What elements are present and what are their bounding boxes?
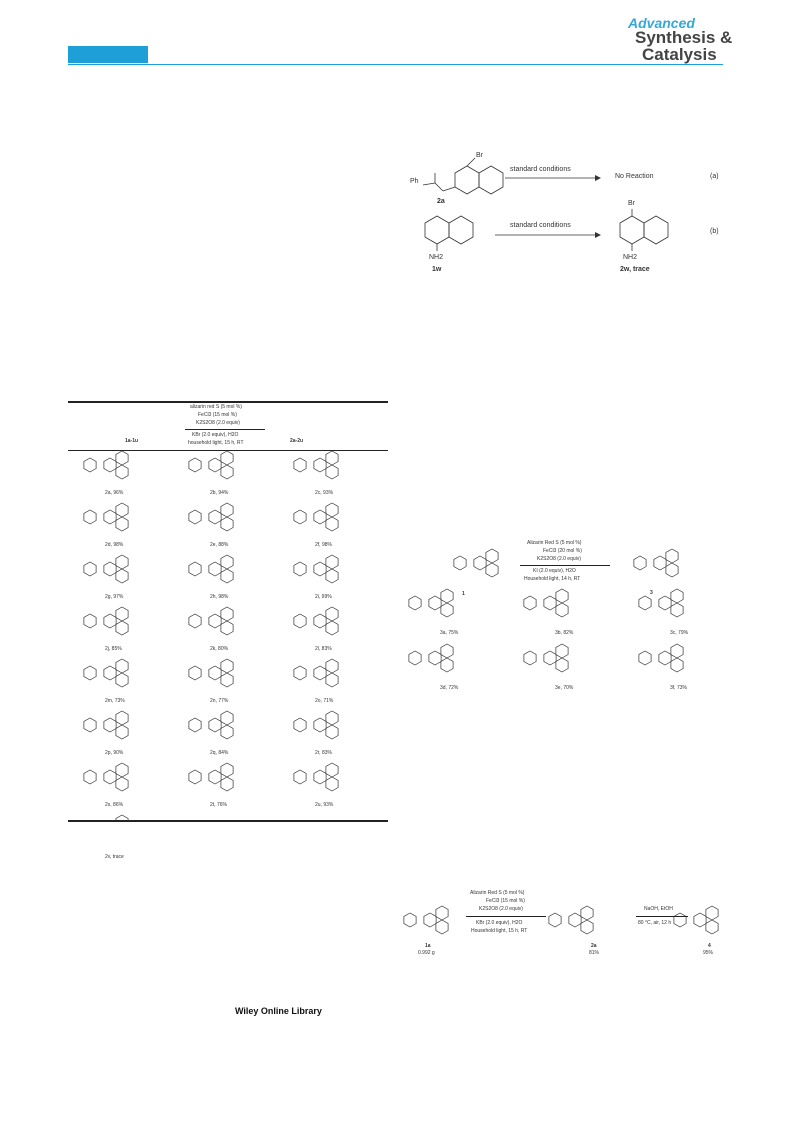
ring-1 <box>104 718 116 732</box>
iod-sm-label: 1 <box>462 591 465 597</box>
bromination-structure-0 <box>84 451 128 479</box>
ring-1 <box>429 596 441 610</box>
scale-cond1: Alizarin Red S (5 mol %) <box>470 890 525 896</box>
ring-2 <box>441 589 453 603</box>
ring-1 <box>104 458 116 472</box>
ring-0 <box>189 770 201 784</box>
iod-cond1: Alizarin Red S (5 mol %) <box>527 540 582 546</box>
ring-1 <box>104 510 116 524</box>
ring-2 <box>436 906 448 920</box>
scale-sm-amount: 0.992 g <box>418 950 435 956</box>
bromination-product-label: 2f, 98% <box>315 542 332 548</box>
scale-mid-label: 2a <box>591 943 597 949</box>
amine-label-1w: NH2 <box>429 254 444 261</box>
ring-2 <box>556 589 568 603</box>
bromination-product-label: 2n, 77% <box>210 698 229 704</box>
ring-1 <box>314 562 326 576</box>
arrow-b-label: standard conditions <box>510 222 571 229</box>
bromination-structure-3 <box>84 503 128 531</box>
table-cond4: KBr (2.0 equiv), H2O <box>192 432 239 438</box>
ring-3 <box>221 569 233 583</box>
ring-2 <box>116 763 128 777</box>
bromination-structure-10 <box>189 607 233 635</box>
ring-1 <box>209 562 221 576</box>
ring-0 <box>524 651 536 665</box>
ring-2 <box>221 607 233 621</box>
bromination-product-label: 2q, 84% <box>210 750 229 756</box>
ring-0 <box>409 651 421 665</box>
iodination-substrate <box>454 549 498 577</box>
ring-1 <box>314 614 326 628</box>
ring-1 <box>314 718 326 732</box>
ring-1 <box>209 458 221 472</box>
journal-logo-line3: Catalysis <box>642 45 717 64</box>
scale-mid-yield: 81% <box>589 950 600 956</box>
scale-arrow-2 <box>636 916 688 917</box>
scale-cond2: FeCl3 (15 mol %) <box>486 898 525 904</box>
bromination-structure-7 <box>189 555 233 583</box>
ring-3 <box>326 465 338 479</box>
ring-3 <box>326 517 338 531</box>
substrate-a-label: 2a <box>437 198 445 205</box>
arrowhead-b <box>595 232 601 238</box>
ring-3 <box>116 777 128 791</box>
bromination-structure-18 <box>84 763 128 791</box>
ring-2 <box>326 763 338 777</box>
ring-0 <box>294 666 306 680</box>
ring-3 <box>116 621 128 635</box>
ring-3 <box>671 603 683 617</box>
header-tab-bar <box>68 46 148 63</box>
journal-logo-line2: Synthesis & <box>635 28 733 47</box>
ring-0 <box>84 770 96 784</box>
ring-3 <box>221 725 233 739</box>
ring-0 <box>84 458 96 472</box>
ring-0 <box>524 596 536 610</box>
arrow-a-label: standard conditions <box>510 166 571 173</box>
amine-label-2w: NH2 <box>623 254 638 261</box>
bromination-product-label: 2t, 76% <box>210 802 227 808</box>
bromination-product-label: 2p, 90% <box>105 750 124 756</box>
ring-3 <box>116 569 128 583</box>
scaleup-final <box>674 906 718 934</box>
ring-1 <box>429 651 441 665</box>
ring-0 <box>84 510 96 524</box>
ring-0 <box>84 666 96 680</box>
ring-0 <box>189 718 201 732</box>
ring-2 <box>116 711 128 725</box>
bromination-structure-9 <box>84 607 128 635</box>
scale-arrow-1 <box>466 916 546 917</box>
quinoline-structure-2a <box>423 158 503 194</box>
bromination-product-label: 2c, 93% <box>315 490 334 496</box>
tag-b: (b) <box>710 228 719 235</box>
table-cond5: household light, 15 h, RT <box>188 440 244 446</box>
ring-0 <box>294 562 306 576</box>
ring-1 <box>314 666 326 680</box>
iodination-product-label: 3a, 75% <box>440 630 459 636</box>
ring-0 <box>84 614 96 628</box>
ring-2 <box>221 711 233 725</box>
bromination-product-label: 2j, 85% <box>105 646 122 652</box>
bromination-product-label: 2k, 80% <box>210 646 229 652</box>
journal-logo-line1: Advanced <box>628 15 695 31</box>
ring-3 <box>556 658 568 672</box>
ring-1 <box>104 666 116 680</box>
ring-1 <box>104 562 116 576</box>
ring-1 <box>209 770 221 784</box>
ring-0 <box>409 596 421 610</box>
bromination-structure-20 <box>294 763 338 791</box>
bromination-product-label: 2m, 73% <box>105 698 125 704</box>
bromination-product-label: 2h, 98% <box>210 594 229 600</box>
ring-2 <box>671 644 683 658</box>
ring-1 <box>314 770 326 784</box>
ring-3 <box>671 658 683 672</box>
ring-0 <box>189 666 201 680</box>
ring-2 <box>221 451 233 465</box>
ring-1 <box>209 718 221 732</box>
ring-0 <box>294 510 306 524</box>
iodination-product-label: 3f, 73% <box>670 685 687 691</box>
product-b-label: 2w, trace <box>620 266 650 273</box>
ring-1 <box>569 913 581 927</box>
ring-0 <box>84 718 96 732</box>
iodination-structure-2 <box>639 589 683 617</box>
ring-3 <box>116 517 128 531</box>
scaleup-intermediate <box>549 906 593 934</box>
ring-3 <box>221 673 233 687</box>
scaleup-substrate <box>404 906 448 934</box>
ring-1 <box>104 614 116 628</box>
wiley-online-library: Wiley Online Library <box>235 1006 322 1016</box>
ring-2 <box>326 711 338 725</box>
ring-3 <box>556 603 568 617</box>
ring-0 <box>639 596 651 610</box>
ring-2 <box>486 549 498 563</box>
table-cond1: alizarin red S (5 mol %) <box>190 404 242 410</box>
ring-3 <box>116 465 128 479</box>
ring-1 <box>209 510 221 524</box>
result-a: No Reaction <box>615 173 654 180</box>
scale-cond3: K2S2O8 (2.0 equiv) <box>479 906 523 912</box>
bromination-structure-19 <box>189 763 233 791</box>
ring-3 <box>221 465 233 479</box>
ring-2 <box>326 503 338 517</box>
bromination-product-label: 2s, 86% <box>105 802 124 808</box>
scale-final-label: 4 <box>708 943 711 949</box>
ring-3 <box>436 920 448 934</box>
ring-3 <box>221 517 233 531</box>
quinoline-structure-2w <box>620 209 668 251</box>
bromination-product-label: 2l, 83% <box>315 646 332 652</box>
ring-2 <box>326 451 338 465</box>
ring-3 <box>706 920 718 934</box>
quinoline-structure-1w <box>425 216 473 251</box>
table-bottom-rule <box>68 820 388 822</box>
ring-1 <box>209 666 221 680</box>
bromination-structure-12 <box>84 659 128 687</box>
bromination-structure-1 <box>189 451 233 479</box>
ring-1 <box>474 556 486 570</box>
ring-0 <box>294 770 306 784</box>
ring-0 <box>634 556 646 570</box>
iod-cond4: KI (2.0 equiv), H2O <box>533 568 576 574</box>
bromination-product-label: 2r, 83% <box>315 750 332 756</box>
bromination-product-label: 2u, 93% <box>315 802 334 808</box>
substituent-b: Br <box>628 200 635 207</box>
bromination-product-label: 2g, 97% <box>105 594 124 600</box>
ring-2 <box>666 549 678 563</box>
bromination-structure-2 <box>294 451 338 479</box>
ring-2 <box>221 555 233 569</box>
ring-0 <box>189 510 201 524</box>
ring-2 <box>671 589 683 603</box>
ring-0 <box>294 458 306 472</box>
ring-0 <box>294 614 306 628</box>
bromination-product-label: 2e, 88% <box>210 542 229 548</box>
bromination-structure-4 <box>189 503 233 531</box>
bromination-structure-grid <box>68 450 388 820</box>
ring-2 <box>116 659 128 673</box>
iodination-structure-1 <box>524 589 568 617</box>
header-rule <box>68 64 723 65</box>
ring-1 <box>314 510 326 524</box>
bromination-product-label: 2i, 99% <box>315 594 332 600</box>
ring-1 <box>544 596 556 610</box>
ring-0 <box>404 913 416 927</box>
ring-2 <box>326 659 338 673</box>
scale-step2-cond1: NaOH, EtOH <box>644 906 673 912</box>
bromination-structure-14 <box>294 659 338 687</box>
scale-final-yield: 95% <box>703 950 714 956</box>
ring-3 <box>326 725 338 739</box>
ring-1 <box>544 651 556 665</box>
ring-2 <box>116 607 128 621</box>
scale-step2-cond2: 80 °C, air, 12 h <box>638 920 672 926</box>
iodination-product-label: 3c, 79% <box>670 630 689 636</box>
ring-2 <box>221 503 233 517</box>
table-arrow <box>185 429 265 430</box>
ring-0 <box>189 614 201 628</box>
ring-0 <box>189 458 201 472</box>
bromination-structure-6 <box>84 555 128 583</box>
ring-2 <box>116 555 128 569</box>
table-cond2: FeCl3 (15 mol %) <box>198 412 237 418</box>
ring-2 <box>221 659 233 673</box>
iodination-structure-5 <box>639 644 683 672</box>
scaleup-structures <box>400 895 720 955</box>
substituent-a: Br <box>476 152 483 159</box>
bromination-product-label: 2a, 96% <box>105 490 124 496</box>
ring-0 <box>639 651 651 665</box>
ring-1 <box>659 596 671 610</box>
ring-0 <box>84 562 96 576</box>
table-prod-label: 2a-2u <box>290 438 304 444</box>
ring-3 <box>441 603 453 617</box>
ring-1 <box>209 614 221 628</box>
ring-1 <box>104 770 116 784</box>
ring-1 <box>654 556 666 570</box>
bromination-structure-11 <box>294 607 338 635</box>
ring-2 <box>221 763 233 777</box>
scale-sm-label: 1a <box>425 943 431 949</box>
bromination-product-label: 2v, trace <box>105 854 124 860</box>
ring-2 <box>116 503 128 517</box>
iodination-structure-0 <box>409 589 453 617</box>
ring-3 <box>326 673 338 687</box>
substrate-b-label: 1w <box>432 266 442 273</box>
table-top-rule <box>68 401 388 403</box>
ring-1 <box>424 913 436 927</box>
tag-a: (a) <box>710 173 719 180</box>
ring-1 <box>694 913 706 927</box>
scale-cond4: KBr (2.0 equiv), H2O <box>476 920 523 926</box>
iodination-structure-4 <box>524 644 568 672</box>
bromination-product-label: 2b, 94% <box>210 490 229 496</box>
ring-0 <box>454 556 466 570</box>
ring-2 <box>581 906 593 920</box>
ring-1 <box>314 458 326 472</box>
ring-3 <box>326 777 338 791</box>
ring-3 <box>116 725 128 739</box>
ring-3 <box>326 621 338 635</box>
bromination-product-label: 2d, 98% <box>105 542 124 548</box>
iod-cond3: K2S2O8 (2.0 equiv) <box>537 556 581 562</box>
ring-2 <box>326 555 338 569</box>
bromination-structure-16 <box>189 711 233 739</box>
ring-0 <box>549 913 561 927</box>
ring-0 <box>189 562 201 576</box>
iod-cond2: FeCl3 (20 mol %) <box>543 548 582 554</box>
ring-3 <box>486 563 498 577</box>
ring-3 <box>326 569 338 583</box>
ring-2 <box>706 906 718 920</box>
iodination-product-label: 3b, 82% <box>555 630 574 636</box>
ring-3 <box>221 777 233 791</box>
iodination-product <box>634 549 678 577</box>
iodination-product-label: 3d, 72% <box>440 685 459 691</box>
ring-2 <box>326 607 338 621</box>
arrowhead-a <box>595 175 601 181</box>
ring-3 <box>666 563 678 577</box>
scale-cond5: Household light, 15 h, RT <box>471 928 528 934</box>
bromination-structure-5 <box>294 503 338 531</box>
bromination-product-label: 2o, 71% <box>315 698 334 704</box>
bromination-structure-17 <box>294 711 338 739</box>
ring-3 <box>581 920 593 934</box>
ring-2 <box>556 644 568 658</box>
iodination-structure-3 <box>409 644 453 672</box>
ring-3 <box>221 621 233 635</box>
ring-2 <box>441 644 453 658</box>
iod-cond5: Household light, 14 h, RT <box>524 576 581 582</box>
ring-0 <box>294 718 306 732</box>
ring-3 <box>441 658 453 672</box>
ring-1 <box>659 651 671 665</box>
bromination-structure-13 <box>189 659 233 687</box>
iod-prod-label: 3 <box>650 590 653 596</box>
bromination-structure-8 <box>294 555 338 583</box>
table-cond3: K2S2O8 (2.0 equiv) <box>196 420 240 426</box>
prefix-a: Ph <box>410 178 419 185</box>
ring-2 <box>116 451 128 465</box>
ring-3 <box>116 673 128 687</box>
table-sm-label: 1a-1u <box>125 438 139 444</box>
iodination-product-label: 3e, 70% <box>555 685 574 691</box>
bromination-structure-15 <box>84 711 128 739</box>
